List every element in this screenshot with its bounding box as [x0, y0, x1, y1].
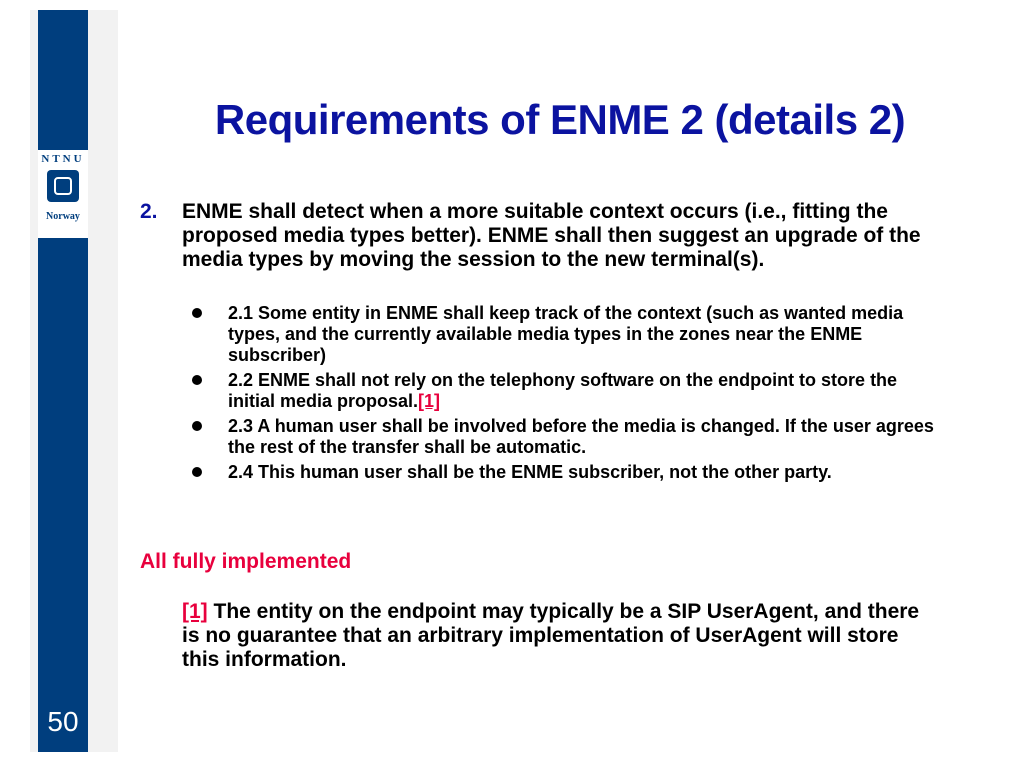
- sub-bullet-list: [190, 303, 940, 487]
- footnote-link[interactable]: [1]: [418, 391, 441, 411]
- sidebar-bar: [38, 10, 88, 752]
- slide-title: Requirements of ENME 2 (details 2): [214, 96, 906, 143]
- main-item-number: 2.: [140, 200, 158, 223]
- bullet-item: [190, 370, 940, 412]
- main-item-text: ENME shall detect when a more suitable context occurs (i.e., fitting the proposed media types better). ENME shall then suggest an upgrade of the media types by moving the session to the new terminal(s).: [182, 200, 921, 271]
- bullet-item: [190, 416, 940, 458]
- logo-top-text: NTNU: [41, 153, 85, 165]
- bullet-dot-icon: [192, 467, 202, 477]
- footnote: [182, 600, 922, 672]
- bullet-item: [190, 462, 940, 483]
- bullet-dot-icon: [192, 375, 202, 385]
- bullet-text: 2.2 ENME shall not rely on the telephony software on the endpoint to store the initial media proposal.: [228, 370, 898, 411]
- bullet-dot-icon: [192, 308, 202, 318]
- bullet-dot-icon: [192, 421, 202, 431]
- footnote-text: The entity on the endpoint may typically be a SIP UserAgent, and there is no guarantee that an arbitrary implementation of UserAgent will store this information.: [182, 600, 920, 671]
- bullet-text: 2.1 Some entity in ENME shall keep track of the context (such as wanted media types, and the currently available media types in the zones near the ENME subscriber): [228, 303, 904, 365]
- bullet-text: 2.4 This human user shall be the ENME subscriber, not the other party.: [228, 462, 832, 482]
- ntnu-logo: [38, 150, 88, 238]
- bullet-item: [190, 303, 940, 366]
- logo-bottom-text: Norway: [46, 211, 80, 222]
- bullet-text: 2.3 A human user shall be involved before the media is changed. If the user agrees the rest of the transfer shall be automatic.: [228, 416, 934, 457]
- footnote-ref-link[interactable]: [1]: [182, 600, 208, 623]
- status-text: All fully implemented: [140, 550, 352, 573]
- slide-number: 50: [47, 706, 79, 737]
- logo-square-icon: [47, 170, 79, 202]
